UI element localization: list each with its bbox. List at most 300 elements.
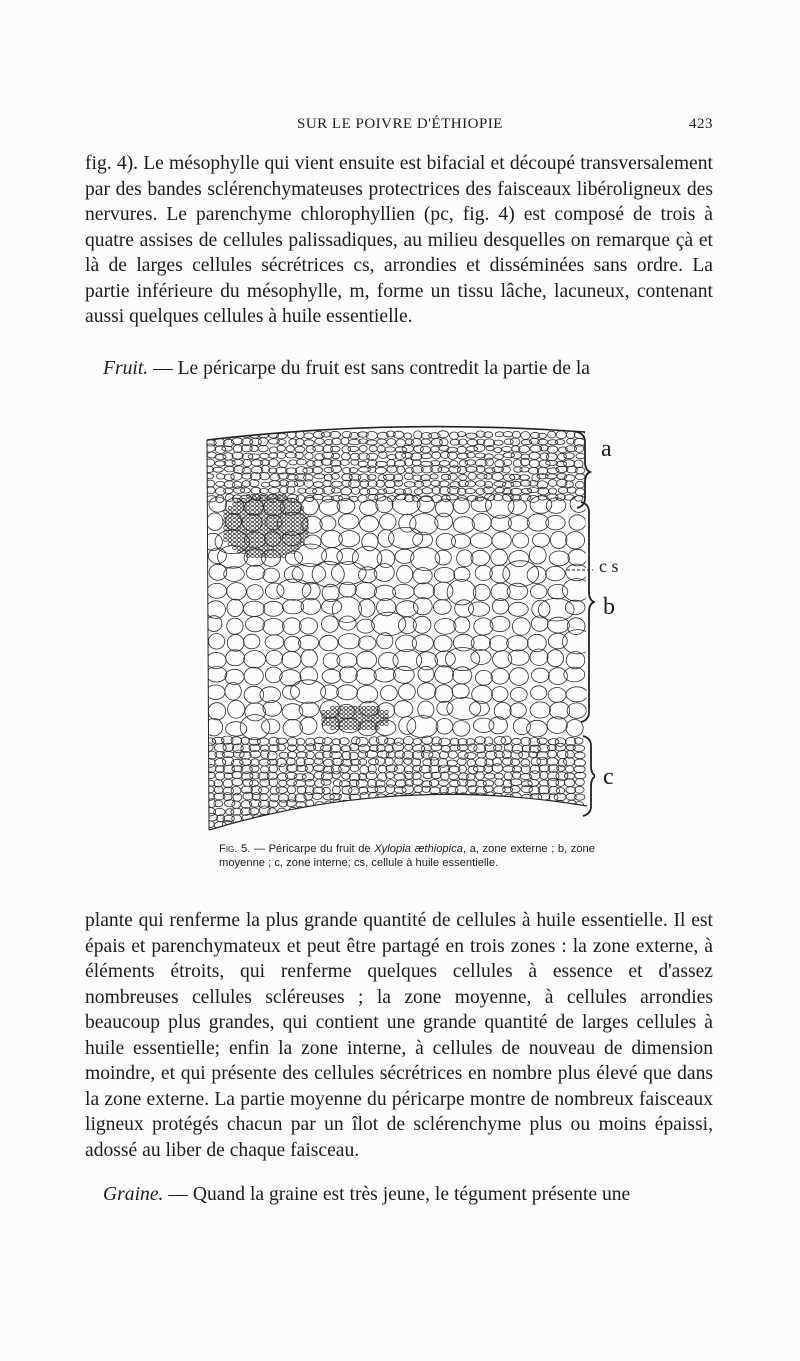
cell-outer: [296, 495, 305, 503]
cell-inner: [206, 814, 218, 822]
oil-cell: [562, 579, 590, 602]
cell-middle: [266, 650, 283, 665]
cell-inner: [376, 736, 388, 745]
cell-outer: [485, 458, 493, 466]
cell-inner: [388, 800, 397, 808]
cell-outer: [446, 495, 457, 500]
sclerenchyma-cell: [344, 714, 348, 717]
paragraph-fruit-text: — Le péricarpe du fruit est sans contredit la partie de la: [148, 358, 590, 379]
cell-outer: [539, 460, 550, 467]
cell-middle: [338, 634, 360, 649]
cell-inner: [536, 820, 548, 828]
sclerenchyma-cell: [273, 534, 277, 537]
cell-outer: [564, 460, 575, 467]
cell-middle: [244, 651, 266, 668]
cell-inner: [504, 814, 514, 821]
cell-middle: [435, 685, 453, 703]
cell-inner: [204, 738, 216, 746]
cell-outer: [529, 460, 539, 468]
cell-middle: [226, 722, 247, 736]
cell-middle: [243, 601, 265, 616]
cell-inner: [376, 757, 385, 765]
sclerenchyma-cell: [255, 522, 259, 525]
cell-inner: [485, 820, 496, 829]
cell-middle: [434, 567, 454, 582]
cell-inner: [466, 774, 475, 781]
cell-outer: [485, 468, 495, 473]
sclerenchyma-cell: [228, 518, 232, 521]
cell-middle: [451, 534, 470, 548]
sclerenchyma-cell: [228, 534, 232, 537]
cell-middle: [489, 717, 508, 734]
cell-inner: [537, 808, 549, 814]
cell-inner: [351, 800, 359, 806]
cell-outer: [547, 468, 559, 474]
cell-middle: [490, 616, 510, 631]
cell-outer: [313, 446, 324, 452]
cell-inner: [305, 779, 315, 786]
cell-inner: [314, 743, 324, 751]
cell-outer: [521, 432, 530, 440]
cell-middle: [513, 533, 529, 548]
sclerenchyma-cell: [291, 518, 295, 521]
sclerenchyma-cell: [380, 710, 384, 713]
cell-outer: [305, 488, 316, 494]
sclerenchyma-cell: [296, 538, 300, 541]
cell-inner: [414, 786, 423, 793]
cell-inner: [287, 780, 297, 786]
cell-outer: [269, 453, 278, 458]
cell-inner: [404, 821, 414, 828]
cell-inner: [232, 801, 241, 808]
cell-middle: [472, 686, 493, 704]
cell-inner: [385, 785, 394, 794]
sclerenchyma-cell: [273, 518, 277, 521]
cell-inner: [242, 822, 252, 829]
sclerenchyma-cell: [371, 710, 375, 713]
cell-inner: [288, 822, 297, 828]
sclerenchyma-cell: [228, 522, 232, 525]
running-header: [85, 116, 713, 140]
cell-outer: [349, 474, 361, 481]
cell-outer: [558, 487, 568, 493]
cell-outer: [457, 446, 466, 453]
cell-middle: [396, 601, 418, 617]
cell-inner: [296, 738, 304, 745]
cell-outer: [564, 453, 574, 459]
sclerenchyma-cell: [291, 534, 295, 537]
cell-inner: [322, 815, 332, 824]
cell-middle: [492, 687, 508, 702]
cell-outer: [547, 446, 557, 453]
cell-outer: [367, 488, 378, 495]
cell-outer: [528, 488, 539, 493]
sclerenchyma-cell: [233, 538, 237, 541]
cell-outer: [394, 460, 406, 466]
cell-inner: [376, 814, 386, 822]
cell-outer: [459, 474, 467, 480]
sclerenchyma-cell: [242, 542, 246, 545]
cell-middle: [472, 514, 491, 532]
sclerenchyma-cell: [269, 510, 273, 513]
cell-outer: [348, 446, 359, 451]
cell-middle: [358, 636, 376, 650]
cell-outer: [396, 439, 406, 447]
cell-inner: [530, 822, 540, 828]
cell-inner: [257, 738, 269, 746]
cell-inner: [395, 765, 405, 773]
cell-outer: [243, 459, 251, 466]
cell-outer: [402, 445, 414, 452]
cell-outer: [250, 446, 258, 452]
cell-inner: [485, 759, 493, 767]
cell-middle: [470, 533, 492, 548]
cell-inner: [530, 814, 541, 822]
sclerenchyma-cell: [331, 722, 335, 725]
sclerenchyma-cell: [260, 534, 264, 537]
oil-cell: [277, 579, 311, 600]
cell-middle: [260, 687, 281, 703]
cell-middle: [566, 687, 588, 702]
sclerenchyma-cell: [371, 722, 375, 725]
sclerenchyma-cell: [273, 510, 277, 513]
cell-outer: [413, 475, 422, 481]
cell-inner: [332, 771, 340, 778]
sclerenchyma-cell: [273, 554, 277, 557]
cell-inner: [468, 766, 478, 774]
cell-inner: [476, 772, 485, 780]
cell-outer: [240, 488, 250, 493]
cell-inner: [332, 814, 342, 822]
cell-middle: [546, 566, 566, 580]
cell-outer: [206, 432, 214, 438]
cell-outer: [342, 431, 352, 437]
cell-outer: [556, 431, 566, 439]
running-title: SUR LE POIVRE D'ÉTHIOPIE: [297, 116, 503, 132]
sclerenchyma-cell: [255, 542, 259, 545]
cell-inner: [457, 808, 468, 816]
cell-middle: [508, 499, 526, 514]
sclerenchyma-cell: [358, 714, 362, 717]
cell-middle: [531, 585, 547, 599]
cell-inner: [349, 815, 359, 823]
cell-middle: [490, 565, 510, 583]
cell-outer: [258, 445, 268, 452]
cell-outer: [213, 467, 224, 472]
cell-inner: [430, 815, 438, 823]
sclerenchyma-cell: [237, 542, 241, 545]
cell-middle: [491, 549, 508, 565]
cell-middle: [510, 688, 527, 702]
cell-middle: [489, 636, 508, 652]
sclerenchyma-cell: [349, 722, 353, 725]
cell-inner: [519, 751, 530, 758]
cell-outer: [304, 433, 314, 439]
cell-middle: [530, 702, 550, 718]
cell-outer: [359, 445, 367, 451]
cell-inner: [232, 772, 242, 779]
cell-middle: [436, 719, 453, 735]
cell-middle: [299, 635, 319, 650]
sclerenchyma-cell: [353, 726, 357, 729]
cell-inner: [574, 821, 586, 828]
cell-middle: [393, 666, 414, 683]
cell-inner: [366, 815, 376, 822]
cell-inner: [386, 807, 396, 816]
cell-outer: [232, 481, 241, 488]
cell-outer: [521, 488, 531, 493]
cell-inner: [205, 786, 214, 793]
cell-inner: [306, 815, 315, 822]
cell-middle: [265, 635, 284, 649]
cell-inner: [294, 774, 306, 780]
cell-inner: [412, 822, 421, 830]
sclerenchyma-cell: [282, 550, 286, 553]
sclerenchyma-cell: [269, 550, 273, 553]
sclerenchyma-cell: [278, 550, 282, 553]
cell-outer: [341, 438, 349, 445]
sclerenchyma-cell: [251, 518, 255, 521]
sclerenchyma-cell: [362, 706, 366, 709]
cell-outer: [575, 488, 584, 495]
cell-inner: [349, 807, 361, 815]
cell-outer: [385, 480, 395, 487]
cell-inner: [557, 821, 567, 829]
oil-cell: [332, 597, 361, 623]
cell-inner: [465, 752, 476, 759]
sclerenchyma-cell: [237, 538, 241, 541]
cell-middle: [376, 497, 393, 513]
cell-middle: [548, 668, 567, 685]
cell-outer: [474, 444, 485, 452]
cell-middle: [322, 616, 339, 633]
cell-inner: [358, 744, 369, 753]
cell-inner: [342, 786, 352, 795]
cell-middle: [471, 498, 491, 512]
cell-middle: [263, 568, 280, 583]
cell-middle: [339, 514, 359, 529]
cell-middle: [245, 703, 266, 721]
cell-inner: [386, 821, 397, 829]
cell-inner: [495, 779, 504, 786]
cell-inner: [475, 793, 486, 799]
cell-outer: [305, 453, 313, 460]
cell-outer: [548, 431, 556, 438]
cell-outer: [503, 453, 514, 458]
cell-inner: [430, 822, 442, 829]
cell-inner: [366, 771, 377, 779]
cell-inner: [278, 773, 288, 781]
cell-inner: [250, 765, 259, 772]
cell-outer: [511, 481, 521, 487]
cell-middle: [339, 531, 360, 547]
cell-inner: [449, 821, 460, 828]
cell-inner: [576, 778, 585, 785]
cell-middle: [377, 550, 395, 568]
cell-middle: [527, 566, 546, 583]
cell-inner: [475, 737, 485, 744]
cell-inner: [322, 821, 331, 829]
cell-middle: [319, 635, 338, 651]
cell-middle: [529, 546, 546, 564]
cell-middle: [568, 549, 587, 566]
sclerenchyma-cell: [385, 714, 389, 717]
cell-middle: [508, 650, 529, 665]
sclerenchyma-cell: [296, 518, 300, 521]
cell-inner: [573, 807, 583, 816]
cell-inner: [538, 813, 548, 821]
sclerenchyma-cell: [296, 522, 300, 525]
sclerenchyma-cell: [380, 722, 384, 725]
cell-inner: [366, 807, 378, 814]
cell-outer: [248, 454, 260, 459]
cell-middle: [283, 618, 302, 635]
cell-outer: [495, 432, 504, 437]
cell-middle: [339, 616, 356, 630]
cell-middle: [471, 550, 490, 565]
cell-middle: [265, 667, 282, 683]
cell-middle: [437, 701, 453, 715]
sclerenchyma-cell: [291, 502, 295, 505]
sclerenchyma-cell: [251, 550, 255, 553]
paragraph-pericarp: plante qui renferme la plus grande quantité de cellules à huile essentielle. Il est épais et parenchymateux et peut être partagé en trois zones : la zone externe, à éléments étroits, qui renferme quelques cellules à essence et d'assez nombreuses cellules scléreuses ; la zone moyenne, à cellules arrondies beaucoup plus grandes, qui contient une grande quantité de larges cellules à huile essentielle; enfin la zone interne, à cellules de nouveau de dimension moindre, et qui présente des cellules sécrétrices en nombre plus élevé que dans la zone externe. La partie moyenne du péricarpe montre de nombreux faisceaux ligneux protégés chacun par un îlot de sclérenchyme plus ou moins épaissi, adossé au liber de chaque faisceau.: [85, 910, 713, 1161]
cell-middle: [380, 514, 396, 530]
cell-inner: [413, 808, 424, 815]
cell-inner: [358, 759, 366, 765]
cell-middle: [510, 703, 526, 718]
cell-middle: [206, 653, 226, 669]
cell-outer: [313, 482, 323, 488]
cell-outer: [575, 481, 584, 488]
cell-inner: [566, 806, 576, 815]
cell-inner: [420, 807, 432, 814]
oil-cell: [393, 650, 422, 671]
cell-middle: [547, 617, 569, 633]
sclerenchyma-cell: [340, 722, 344, 725]
sclerenchyma-cell: [273, 538, 277, 541]
figure-caption-text-2: , a, zone externe ; b, zone moyenne ; c, zone interne; cs, cellule à huile essentielle.: [219, 843, 595, 869]
cell-middle: [548, 688, 566, 703]
cell-outer: [465, 460, 476, 465]
sclerenchyma-cell: [349, 706, 353, 709]
cell-inner: [304, 821, 313, 829]
cell-outer: [286, 481, 298, 487]
cell-outer: [358, 461, 368, 467]
cell-inner: [555, 738, 565, 747]
sclerenchyma-cell: [237, 506, 241, 509]
cell-inner: [465, 814, 477, 821]
cell-inner: [313, 821, 324, 830]
figure-pericarp-section: [195, 418, 655, 838]
cell-middle: [394, 701, 413, 718]
cell-outer: [216, 488, 226, 495]
cell-inner: [369, 792, 378, 800]
cell-inner: [413, 800, 422, 806]
cell-inner: [277, 744, 286, 751]
cell-outer: [215, 446, 225, 454]
sclerenchyma-cell: [255, 534, 259, 537]
sclerenchyma-cell: [371, 706, 375, 709]
cell-inner: [447, 760, 457, 766]
sclerenchyma-cell: [376, 726, 380, 729]
cell-middle: [205, 719, 223, 736]
sclerenchyma-cell: [269, 554, 273, 557]
cell-outer: [268, 488, 279, 494]
cell-inner: [315, 779, 324, 787]
cell-outer: [432, 495, 442, 503]
sclerenchyma-cell: [349, 710, 353, 713]
cell-middle: [457, 550, 473, 567]
cell-outer: [440, 439, 449, 446]
sclerenchyma-cell: [269, 506, 273, 509]
cell-inner: [285, 772, 296, 779]
cell-inner: [329, 822, 341, 829]
cell-middle: [360, 500, 378, 515]
cell-inner: [322, 738, 332, 745]
cell-outer: [232, 460, 243, 466]
cell-inner: [467, 759, 475, 766]
cell-inner: [537, 738, 547, 744]
sclerenchyma-cell: [251, 502, 255, 505]
cell-inner: [547, 758, 559, 766]
cell-outer: [566, 431, 574, 439]
cell-inner: [223, 779, 232, 788]
cell-outer: [387, 439, 396, 446]
sclerenchyma-cell: [282, 522, 286, 525]
cell-middle: [566, 720, 583, 737]
cell-outer: [204, 459, 215, 466]
oil-cell: [486, 493, 514, 518]
cell-inner: [360, 792, 369, 801]
cell-inner: [339, 822, 349, 829]
sclerenchyma-cell: [264, 530, 268, 533]
cell-middle: [377, 599, 396, 616]
cell-middle: [244, 634, 260, 649]
cell-inner: [419, 765, 431, 773]
sclerenchyma-cell: [251, 554, 255, 557]
cell-outer: [384, 487, 395, 493]
cell-middle: [227, 583, 247, 600]
cell-inner: [522, 821, 532, 830]
cell-inner: [438, 815, 450, 822]
cell-inner: [404, 758, 412, 765]
cell-middle: [493, 651, 512, 668]
sclerenchyma-cell: [237, 518, 241, 521]
sclerenchyma-cell: [331, 710, 335, 713]
sclerenchyma-cell: [233, 506, 237, 509]
sclerenchyma-cell: [287, 518, 291, 521]
sclerenchyma-cell: [296, 502, 300, 505]
cell-middle: [227, 618, 243, 634]
cell-inner: [566, 766, 574, 773]
cell-inner: [522, 815, 532, 821]
cell-inner: [447, 816, 458, 823]
cell-middle: [434, 635, 452, 651]
cell-middle: [206, 667, 227, 682]
sclerenchyma-cell: [282, 538, 286, 541]
cell-inner: [240, 759, 252, 765]
sclerenchyma-cell: [233, 542, 237, 545]
cell-inner: [333, 799, 342, 808]
cell-inner: [492, 813, 503, 821]
cell-middle: [283, 685, 300, 699]
sclerenchyma-cell: [278, 522, 282, 525]
cell-outer: [204, 444, 215, 452]
cell-inner: [512, 814, 521, 822]
cell-outer: [277, 445, 286, 451]
cell-outer: [207, 487, 216, 494]
cell-middle: [413, 598, 432, 615]
